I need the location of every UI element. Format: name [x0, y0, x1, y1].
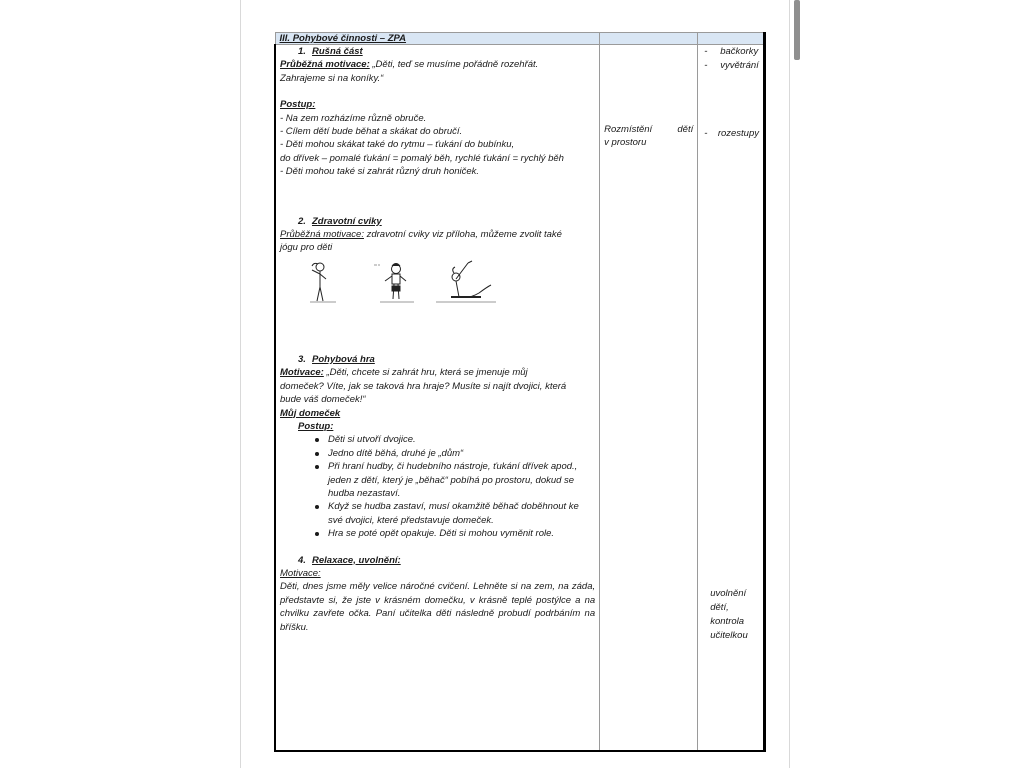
s1-step: - Na zem rozházíme různě obruče. [280, 112, 427, 124]
s1-step: - Cílem dětí bude běhat a skákat do obručí. [280, 126, 463, 138]
aid-item: - vyvětrání [704, 60, 759, 71]
s1-step: - Děti mohou skákat také do rytmu – ťukání do bubínku, [280, 139, 515, 151]
aid-item: - rozestupy [704, 128, 759, 139]
s3-motivation-line3: bude váš domeček!“ [280, 394, 366, 406]
subsection-4-title: 4. Relaxace, uvolnění: [298, 554, 401, 566]
section-heading: III. Pohybové činnosti – ZPA [279, 33, 407, 44]
lesson-plan-table [274, 32, 766, 752]
list-item: Jedno dítě běhá, druhé je „dům“ [328, 447, 595, 460]
list-item: Když se hudba zastaví, musí okamžitě běhač doběhnout ke své dvojici, které představuje domeček. [328, 500, 595, 527]
s3-motivation-line2: domeček? Víte, jak se taková hra hraje? Musíte si najít dvojici, která [280, 380, 567, 392]
s4-relaxation-text: Děti, dnes jsme měly velice náročné cvičení. Lehněte si na zem, na záda, představte si, že jste v krásném domečku, v krásně teplé postýlce a na chvilku zavřete očka. Paní učitelka děti následně probudí podrbáním na bříšku. [280, 581, 596, 633]
table-body-row [275, 45, 765, 752]
s1-step: - Děti mohou také si zahrát různý druh honiček. [280, 166, 480, 178]
s2-motivation-line2: jógu pro děti [280, 242, 333, 254]
subsection-2-title: 2. Zdravotní cviky [298, 215, 382, 227]
s1-motivation-line2: Zahrajeme si na koníky.“ [280, 72, 384, 84]
aids-cell [698, 45, 765, 752]
header-cell-activities [275, 33, 600, 45]
s1-motivation: Průběžná motivace: „Děti, teď se musíme pořádně rozehřát. [280, 59, 539, 71]
s3-postup-label: Postup: [298, 420, 334, 432]
organization-cell [600, 45, 698, 752]
table-header-row [275, 33, 765, 45]
list-item: Při hraní hudby, či hudebního nástroje, ťukání dřívek apod., jeden z dětí, který je „běhač“ pobíhá po prostoru, dokud se hudba nezastaví. [328, 460, 595, 500]
s2-motivation: Průběžná motivace: zdravotní cviky viz příloha, můžeme zvolit také [280, 229, 562, 241]
exercise-figures-image [296, 259, 516, 309]
header-cell-organization [600, 33, 698, 45]
list-item: Hra se poté opět opakuje. Děti si mohou vyměnit role. [328, 527, 595, 540]
list-item: Děti si utvoří dvojice. [328, 433, 595, 446]
subsection-1-title: 1. Rušná část [298, 46, 363, 57]
s1-step: do dřívek – pomalé ťukání = pomalý běh, rychlé ťukání = rychlý běh [280, 152, 564, 164]
exercise-illustrations [280, 259, 595, 313]
header-cell-aids [698, 33, 765, 45]
relaxation-note: uvolnění dětí, kontrola učitelkou [710, 588, 748, 641]
s3-motivation: Motivace: „Děti, chcete si zahrát hru, která se jmenuje můj [280, 367, 528, 379]
game-title: Můj domeček [280, 407, 341, 419]
game-steps-list [280, 433, 595, 540]
organization-note: Rozmístění dětí v prostoru [604, 124, 694, 148]
scrollbar-thumb[interactable] [794, 0, 800, 60]
s1-postup-label: Postup: [280, 99, 316, 111]
s4-motivation-label: Motivace: [280, 567, 321, 579]
activities-cell [275, 45, 600, 752]
aid-item: - bačkorky [704, 46, 759, 57]
subsection-3-title: 3. Pohybová hra [298, 353, 375, 365]
